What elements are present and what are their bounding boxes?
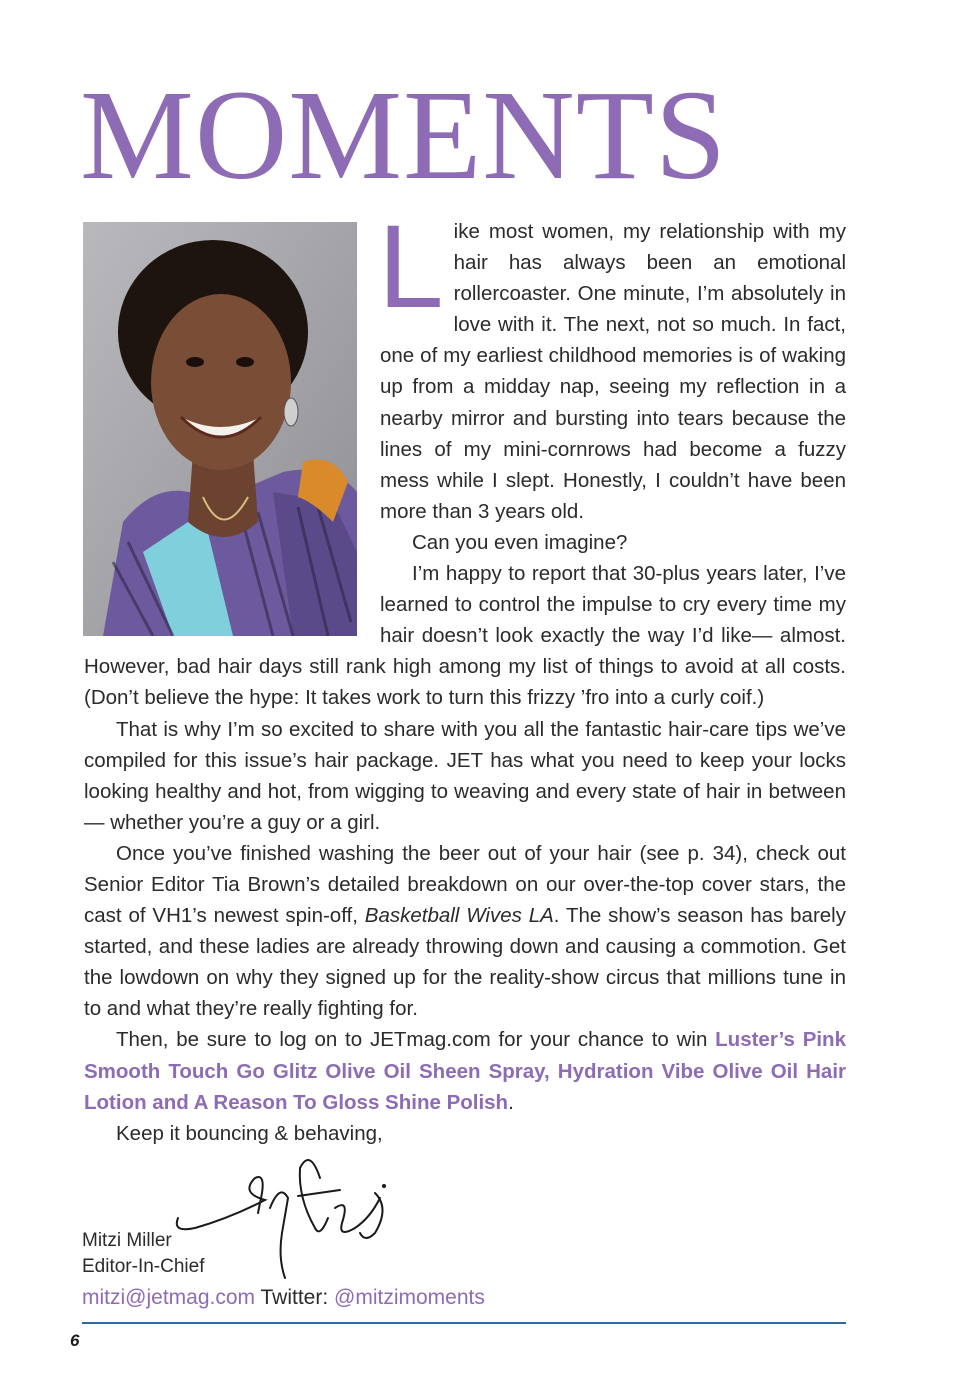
email-link[interactable]: mitzi@jetmag.com [82, 1286, 256, 1309]
paragraph-6 [84, 1024, 846, 1117]
paragraph-5-text-b: . The show’s season has barely started, and these ladies are already throwing down and causing a commotion. Get the lowdown on why they signed up for the reality-show circus that millions tune in to and what they’re really fighting for. [84, 904, 846, 1021]
page-number: 6 [70, 1331, 80, 1350]
paragraph-1-text: ike most women, my relationship with my hair has always been an emotional rollercoaster. One minute, I’m absolutely in love with it. The next, not so much. In fact, one of my earliest childhood memories is of waking up from a midday nap, seeing my reflection in a nearby mirror and bursting into tears because the lines of my mini-cornrows had become a fuzzy mess while I slept. Honestly, I couldn’t have been more than 3 years old. [380, 220, 846, 523]
paragraph-5 [84, 838, 846, 1025]
photo-wrap-spacer [84, 216, 380, 650]
editors-letter [84, 201, 846, 1149]
drop-cap: L [378, 201, 444, 333]
prize-list: Luster’s Pink Smooth Touch Go Glitz Olive Oil Sheen Spray, Hydration Vibe Olive Oil Hair Lotion and A Reason To Gloss Shine Polish [84, 1028, 846, 1114]
twitter-handle-link[interactable]: @mitzimoments [334, 1286, 485, 1309]
editor-title: Editor-In-Chief [82, 1256, 205, 1277]
paragraph-2: Can you even imagine? [412, 530, 628, 554]
paragraph-6-text-b: . [508, 1090, 514, 1114]
page-title: MOMENTS [80, 64, 728, 206]
footer-rule [82, 1322, 846, 1324]
paragraph-6-text-a: Then, be sure to log on to JETmag.com for your chance to win [116, 1028, 716, 1052]
sign-off: Keep it bouncing & behaving, [116, 1121, 383, 1145]
paragraph-4: That is why I’m so excited to share with you all the fantastic hair-care tips we’ve compiled for this issue’s hair package. JET has what you need to keep your locks looking healthy and hot, from wigging to weaving and every state of hair in between— whether you’re a guy or a girl. [84, 717, 846, 834]
contact-line [82, 1284, 485, 1312]
show-title: Basketball Wives LA [364, 904, 554, 928]
paragraph-5-text-a: Once you’ve finished washing the beer out of your hair (see p. 34), check out Senior Editor Tia Brown’s detailed breakdown on our over-the-top cover stars, the cast of VH1’s newest spin-off, [84, 841, 846, 928]
twitter-label: Twitter: [260, 1286, 329, 1309]
editor-name: Mitzi Miller [82, 1230, 172, 1251]
paragraph-3: I’m happy to report that 30-plus years later, I’ve learned to control the impulse to cry every time my hair doesn’t look exactly the way I’d like— almost. However, bad hair days still rank high among my list of things to avoid at all costs. (Don’t believe the hype: It takes work to turn this frizzy ’fro into a curly coif.) [84, 562, 846, 710]
handwritten-signature [170, 1138, 410, 1288]
